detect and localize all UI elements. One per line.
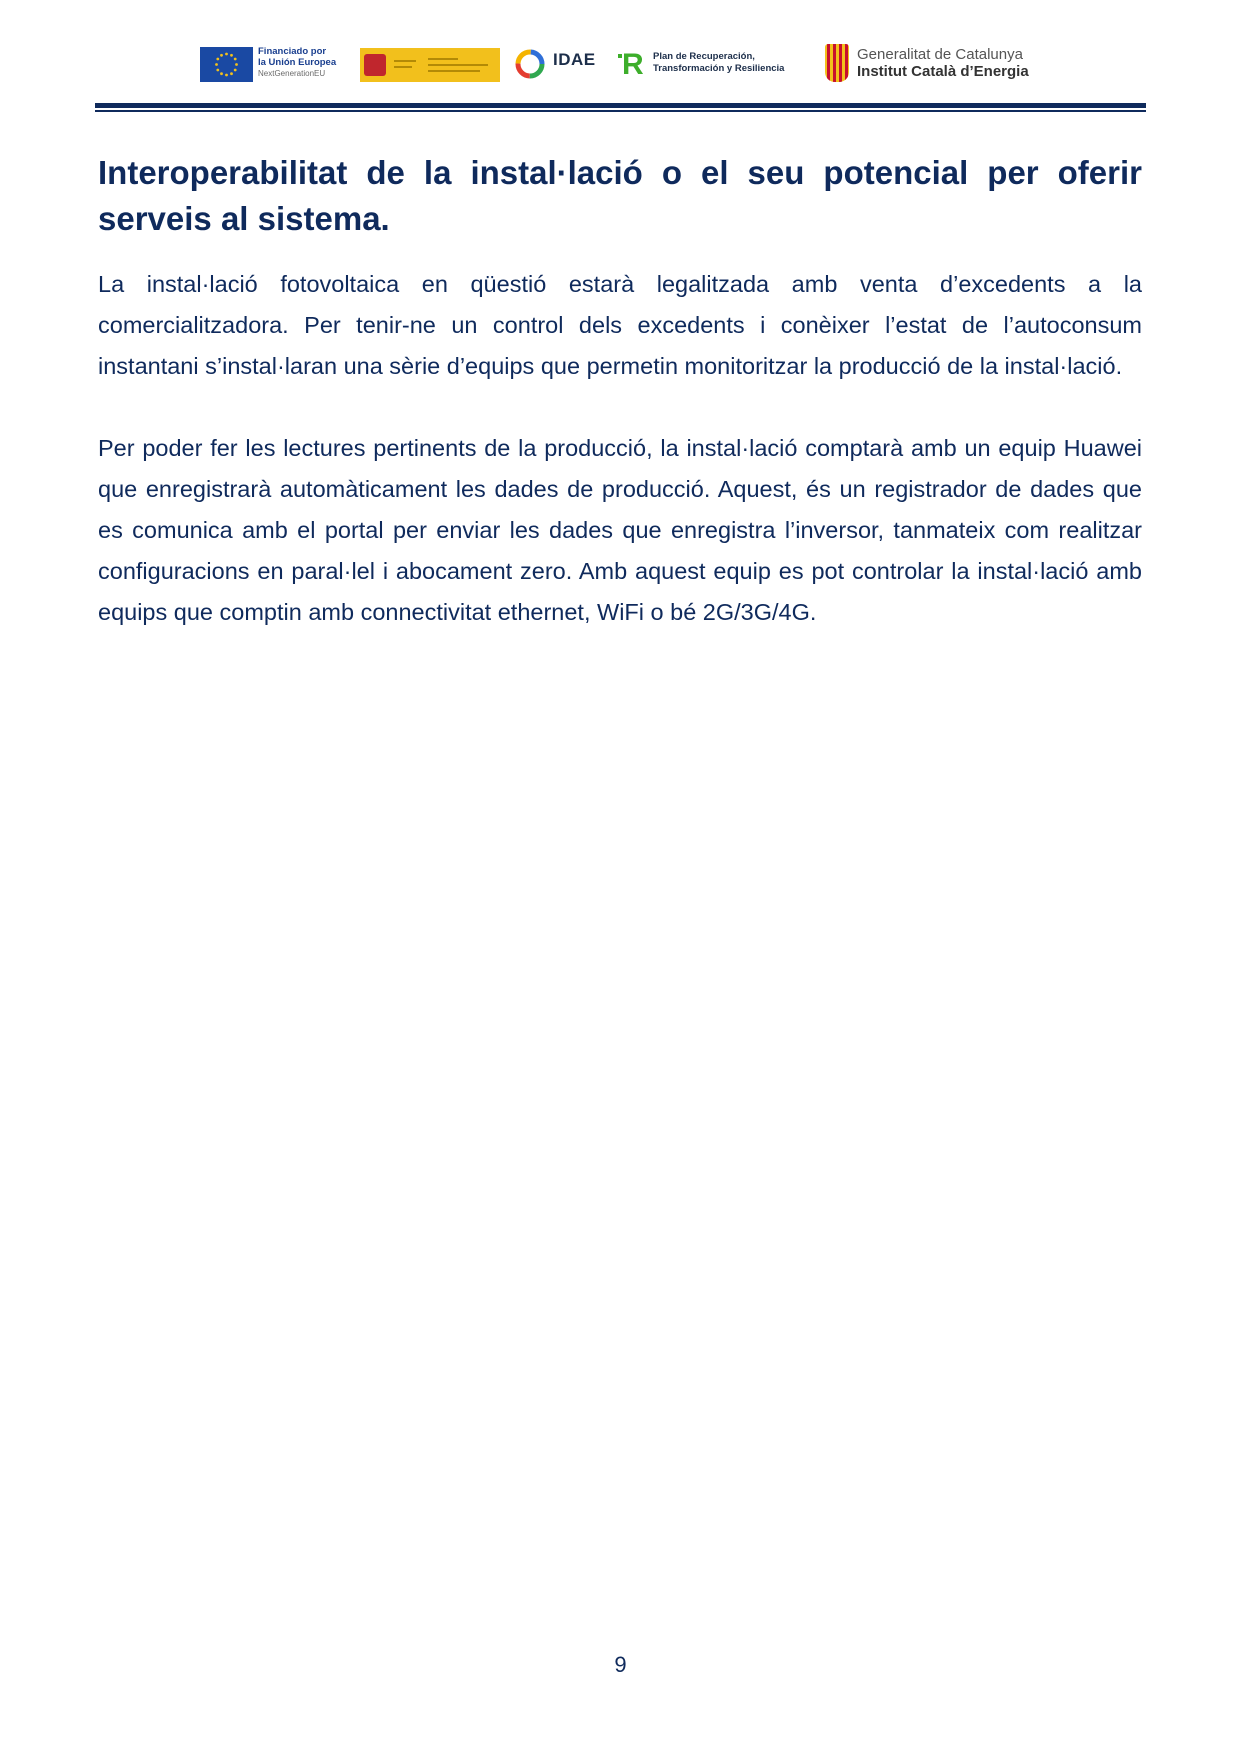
paragraph-2: Per poder fer les lectures pertinents de la producció, la instal·lació comptarà amb un equip Huawei que enregistrarà automàticament les dades de producció. Aquest, és un registrador de dades que es comunica amb el portal per enviar les dades que enregistra l’inversor, tanmateix com realitzar configuracions en paral·lel i abocament zero. Amb aquest equip es pot controlar la instal·lació amb equips que comptin amb connectivitat ethernet, WiFi o bé 2G/3G/4G. [98,435,1142,625]
eu-line-1: Financiado por [258,46,327,57]
page-content [98,150,1142,674]
generalitat-line-2: Institut Català d’Energia [857,63,1029,80]
spain-government-logo [360,48,500,82]
recovery-plan-text [653,51,813,75]
page-number: 9 [614,1652,627,1677]
idae-ring-icon [512,46,548,82]
plan-line-1: Plan de Recuperación, [653,51,755,62]
paragraph-1: La instal·lació fotovoltaica en qüestió estarà legalitzada amb venta d’excedents a la comercialitzadora. Per tenir-ne un control dels excedents i conèixer l’estat de l’autoconsum instantani s’instal·laran una sèrie d’equips que permetin monitoritzar la producció de la instal·lació. [98,271,1142,379]
header-rule-thick [95,103,1146,108]
eu-funding-text [258,46,368,79]
header-rule-thin [95,110,1146,112]
generalitat-logo-text [857,46,1057,80]
header-logos [200,42,1040,87]
eu-flag-icon [200,47,253,82]
eu-line-3: NextGenerationEU [258,69,326,78]
idae-name: IDAE [553,50,596,69]
plan-r-icon [618,46,650,82]
plan-line-2: Transformación y Resiliencia [653,63,785,74]
generalitat-line-1: Generalitat de Catalunya [857,46,1023,63]
svg-text:R: R [622,48,644,81]
catalan-flag-icon [825,44,849,82]
section-title: Interoperabilitat de la instal·lació o el seu potencial per oferir serveis al sistema. [98,154,1142,237]
eu-line-2: la Unión Europea [258,57,337,68]
spain-government-shield-icon [364,54,386,76]
eu-funding-logo [200,42,370,87]
